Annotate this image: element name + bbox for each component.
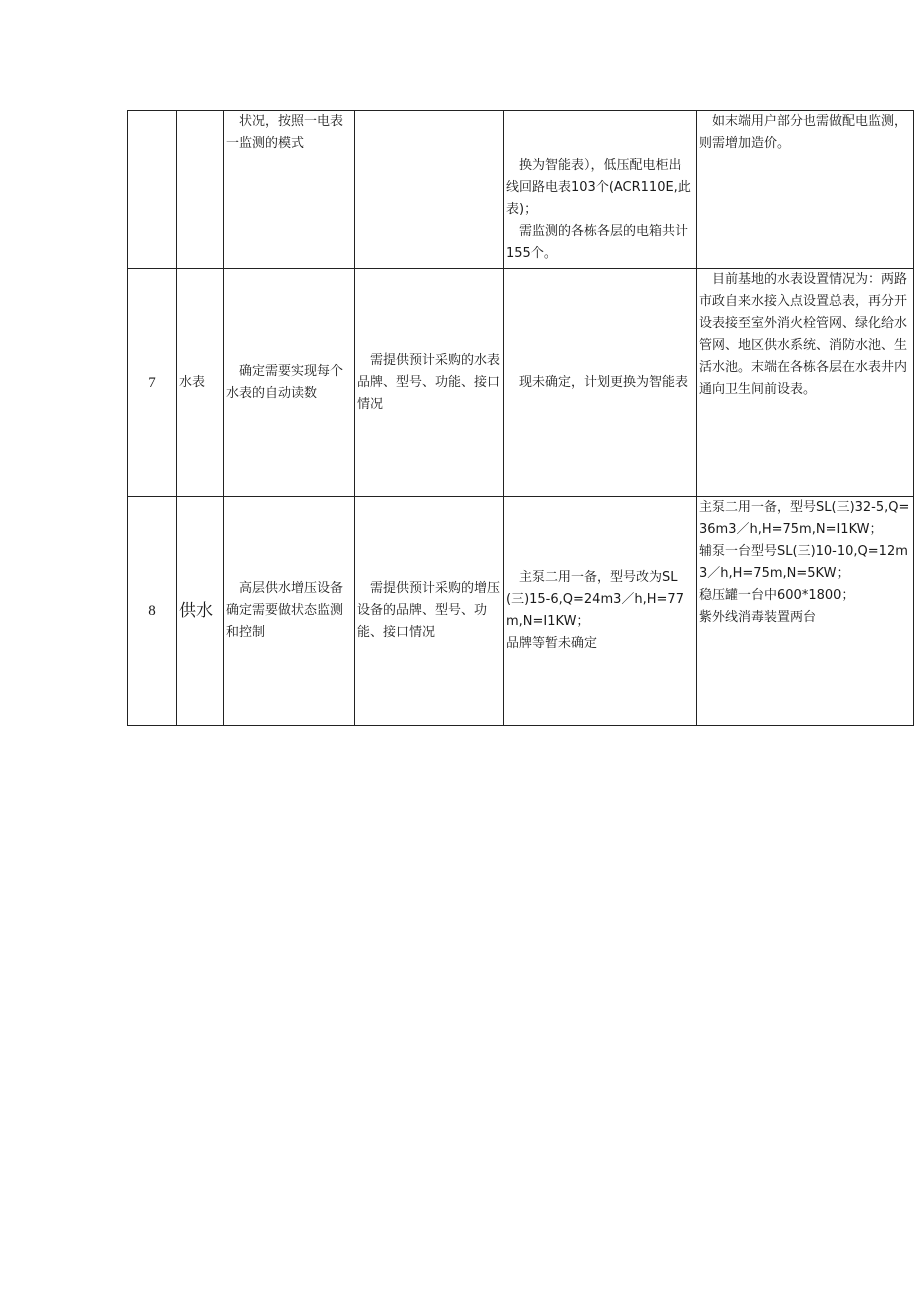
- table-row: [128, 497, 914, 726]
- row-supplier-need: [355, 497, 504, 726]
- row-category: 水表: [177, 269, 224, 497]
- equipment-table: [127, 110, 914, 726]
- row-category: [177, 111, 224, 269]
- row-remark: [697, 111, 914, 269]
- remark-clip: [699, 497, 911, 725]
- table-row: [128, 269, 914, 497]
- supplier-need-text: 需提供预计采购的水表品牌、型号、功能、接口情况: [357, 352, 501, 412]
- remark-line: 辅泵一台型号SL(三)10-10,Q=12m3／h,H=75m,N=5KW；: [699, 544, 908, 581]
- supplier-need-text: 需提供预计采购的增压设备的品牌、型号、功能、接口情况: [357, 581, 501, 640]
- remark-line: 稳压罐一台中600*1800；: [699, 588, 855, 603]
- row-remark: [697, 269, 914, 497]
- remark-line: 如末端用户部分也需做配电监测，则需增加造价。: [699, 114, 908, 151]
- requirement-text: 确定需要实现每个水表的自动读数: [226, 363, 344, 401]
- current-status-line: 主泵二用一备，型号改为SL(三)15-6,Q=24m3／h,H=77m,N=I1KW；: [506, 570, 684, 629]
- remark-line: 紫外线消毒装置两台: [699, 610, 817, 625]
- row-requirement: [224, 111, 355, 269]
- requirement-text: 状况，按照一电表一监测的模式: [226, 114, 344, 151]
- remark-line: 主泵二用一备，型号SL(三)32-5,Q=36m3／h,H=75m,N=I1KW；: [699, 500, 910, 537]
- row-current-status: [504, 111, 697, 269]
- remark-line: 目前基地的水表设置情况为：两路市政自来水接入点设置总表，再分开设表接至室外消火栓管网、绿化给水管网、地区供水系统、消防水池、生活水池。末端在各栋各层在水表井内通向卫生间前设表。: [699, 272, 908, 397]
- row-number: 8: [128, 497, 177, 726]
- row-number: [128, 111, 177, 269]
- row-supplier-need: [355, 269, 504, 497]
- row-current-status: [504, 497, 697, 726]
- current-status-line: 现未确定，计划更换为智能表: [519, 374, 689, 390]
- row-number: 7: [128, 269, 177, 497]
- requirement-text: 高层供水增压设备确定需要做状态监测和控制: [226, 581, 344, 640]
- row-supplier-need: [355, 111, 504, 269]
- row-requirement: [224, 269, 355, 497]
- row-current-status: [504, 269, 697, 497]
- current-status-line: 需监测的各栋各层的电箱共计155个。: [506, 224, 689, 261]
- current-status-line: 品牌等暂未确定: [506, 636, 598, 651]
- row-remark: [697, 497, 914, 726]
- table-row: [128, 111, 914, 269]
- row-category: 供水: [177, 497, 224, 726]
- row-requirement: [224, 497, 355, 726]
- current-status-line: 换为智能表），低压配电柜出线回路电表103个(ACR110E,此表)；: [506, 158, 691, 217]
